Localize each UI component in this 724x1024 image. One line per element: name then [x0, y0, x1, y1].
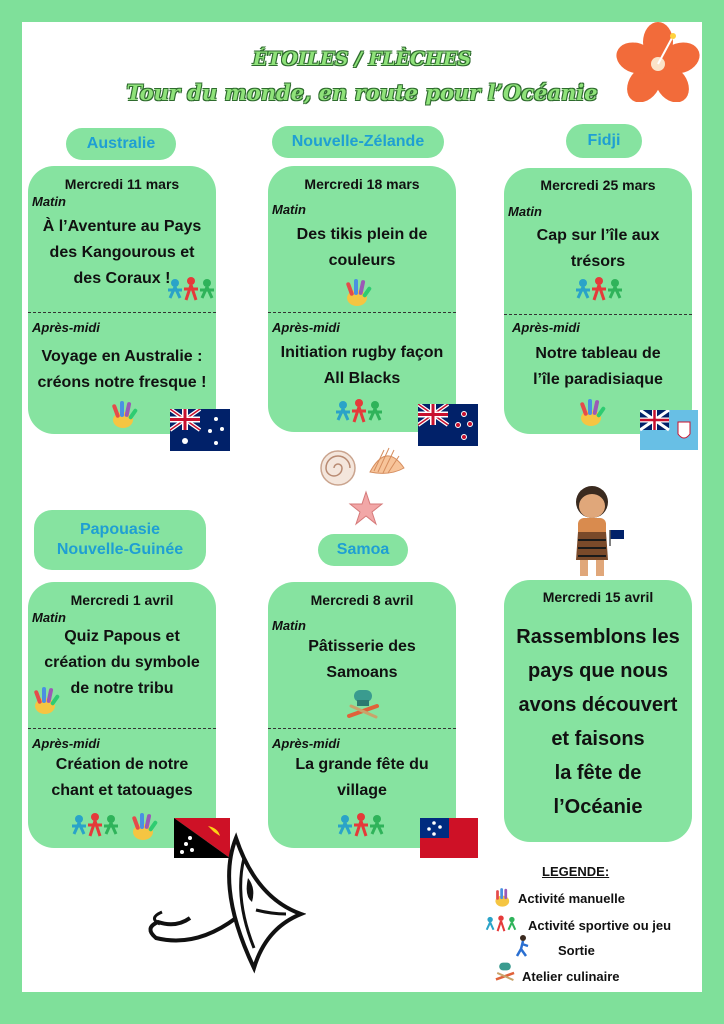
- apres-line: La grande fête du: [295, 756, 429, 773]
- legend-title: LEGENDE:: [542, 864, 610, 879]
- country-nouvelle-zelande: Nouvelle-Zélande: [272, 126, 444, 158]
- apres-midi-activity: [34, 344, 210, 396]
- maori-child-illustration: [566, 480, 632, 584]
- legend-item-manual: Activité manuelle: [518, 891, 625, 906]
- matin-label: Matin: [32, 610, 66, 625]
- matin-label: Matin: [272, 202, 306, 217]
- card-date: Mercredi 1 avril: [70, 592, 174, 608]
- country-australie: Australie: [66, 128, 176, 160]
- matin-line: de notre tribu: [70, 680, 174, 697]
- sport-activity-icon: [166, 276, 216, 306]
- final-line: Rassemblons les: [516, 626, 680, 648]
- legend-item-outing: Sortie: [558, 943, 595, 958]
- legend-item-sport: Activité sportive ou jeu: [528, 918, 672, 933]
- matin-label: Matin: [508, 204, 542, 219]
- card-date: Mercredi 25 mars: [540, 177, 656, 193]
- matin-label: Matin: [272, 618, 306, 633]
- manual-activity-icon: [30, 684, 62, 716]
- sport-activity-icon: [574, 276, 624, 306]
- matin-activity: [274, 222, 450, 274]
- apres-midi-label: Après-midi: [272, 320, 340, 335]
- final-message: [510, 620, 686, 824]
- matin-line: Quiz Papous et: [64, 628, 180, 645]
- matin-activity: [510, 223, 686, 275]
- card-date: Mercredi 8 avril: [310, 592, 414, 608]
- card-date: Mercredi 15 avril: [542, 589, 654, 605]
- sport-activity-icon: [484, 914, 518, 936]
- matin-line: À l’Aventure au Pays: [42, 218, 202, 235]
- matin-activity: [274, 634, 450, 686]
- outing-icon: [514, 934, 532, 958]
- matin-line: Cap sur l’île aux: [536, 227, 660, 244]
- apres-midi-activity: [510, 341, 686, 393]
- new-zealand-flag-icon: [418, 404, 478, 446]
- card-date: Mercredi 11 mars: [64, 176, 180, 192]
- matin-line: des Kangourous et: [49, 244, 195, 261]
- apres-line: créons notre fresque !: [37, 374, 207, 391]
- apres-midi-label: Après-midi: [32, 320, 100, 335]
- country-samoa: Samoa: [318, 534, 408, 566]
- apres-midi-activity: [274, 340, 450, 392]
- apres-line: village: [337, 782, 387, 799]
- country-papouasie-line2: Nouvelle-Guinée: [56, 541, 184, 558]
- final-line: et faisons: [551, 728, 645, 750]
- page-title: ÉTOILES / FLÈCHES: [252, 48, 472, 70]
- matin-label: Matin: [32, 194, 66, 209]
- page-subtitle: Tour du monde, en route pour l’Océanie: [126, 80, 598, 105]
- shells-decoration-icon: [314, 442, 414, 526]
- apres-line: Création de notre: [55, 756, 189, 773]
- sport-activity-icon: [334, 398, 384, 428]
- sport-activity-icon: [336, 812, 386, 842]
- matin-line: Des tikis plein de: [296, 226, 428, 243]
- manual-activity-icon: [342, 276, 374, 308]
- australia-flag-icon: [170, 409, 230, 451]
- apres-midi-label: Après-midi: [272, 736, 340, 751]
- country-papouasie-line1: Papouasie: [79, 521, 161, 538]
- divider: [28, 728, 216, 729]
- divider: [28, 312, 216, 313]
- matin-line: couleurs: [328, 252, 396, 269]
- apres-line: Notre tableau de: [535, 345, 661, 362]
- legend-item-cooking: Atelier culinaire: [522, 969, 620, 984]
- cooking-workshop-icon: [494, 960, 516, 982]
- cooking-workshop-icon: [346, 686, 380, 720]
- divider: [268, 312, 456, 313]
- matin-line: Samoans: [326, 664, 398, 681]
- apres-midi-activity: [274, 752, 450, 804]
- manual-activity-icon: [108, 398, 140, 430]
- apres-midi-label: Après-midi: [32, 736, 100, 751]
- apres-line: l’île paradisiaque: [533, 371, 663, 388]
- final-line: l’Océanie: [553, 796, 643, 818]
- manta-ray-tribal-illustration: [136, 818, 306, 988]
- matin-line: Pâtisserie des: [308, 638, 416, 655]
- sport-activity-icon: [70, 812, 120, 842]
- card-final: [504, 580, 692, 842]
- country-fidji: Fidji: [566, 124, 642, 158]
- divider: [268, 728, 456, 729]
- card-date: Mercredi 18 mars: [304, 176, 420, 192]
- matin-line: création du symbole: [44, 654, 200, 671]
- apres-line: Voyage en Australie :: [41, 348, 203, 365]
- divider: [504, 314, 692, 315]
- apres-line: All Blacks: [323, 370, 401, 387]
- fiji-flag-icon: [640, 410, 698, 450]
- manual-activity-icon: [492, 886, 514, 908]
- apres-midi-activity: [34, 752, 210, 804]
- apres-line: chant et tatouages: [51, 782, 193, 799]
- manual-activity-icon: [576, 396, 608, 428]
- final-line: pays que nous: [527, 660, 669, 682]
- apres-midi-label: Après-midi: [512, 320, 580, 335]
- samoa-flag-icon: [420, 818, 478, 858]
- country-papouasie: [34, 510, 206, 570]
- matin-line: des Coraux !: [73, 270, 171, 287]
- apres-line: Initiation rugby façon: [280, 344, 444, 361]
- final-line: avons découvert: [518, 694, 678, 716]
- matin-line: trésors: [570, 253, 626, 270]
- final-line: la fête de: [554, 762, 642, 784]
